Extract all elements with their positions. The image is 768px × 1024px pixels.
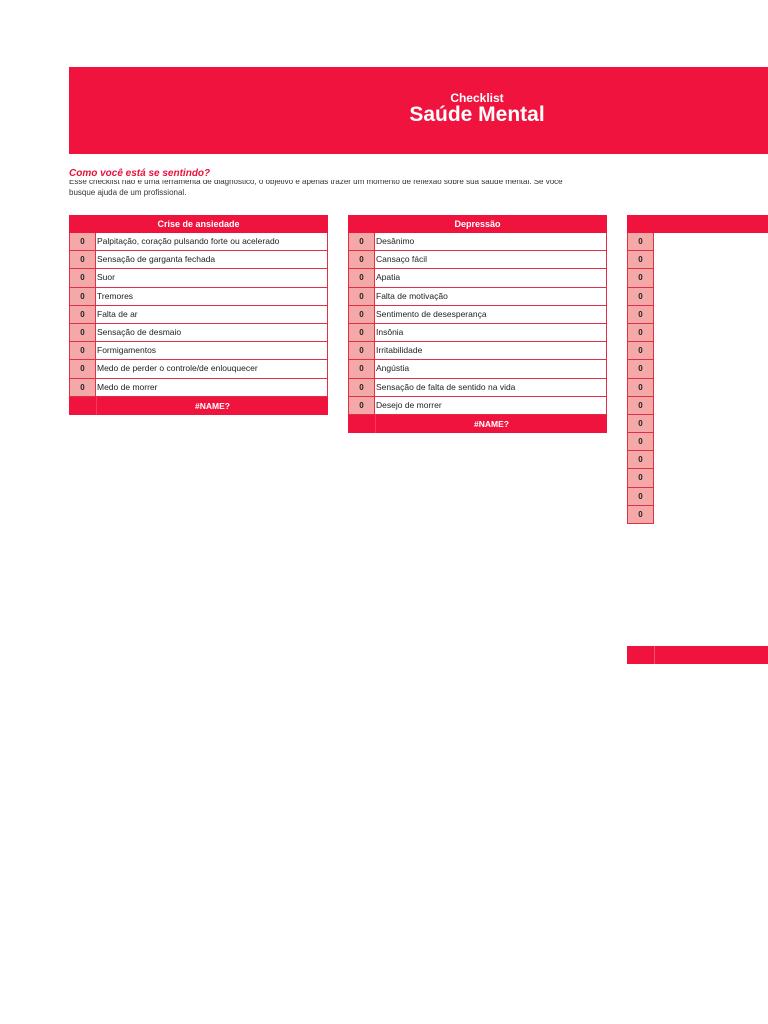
symptom-label [654, 397, 768, 415]
symptom-label [654, 251, 768, 269]
table-result: #NAME? [195, 400, 230, 411]
symptom-label: Sentimento de desesperança [375, 306, 607, 324]
score-cell[interactable]: 0 [627, 251, 654, 269]
intro-description-line1: Esse checklist não é uma ferramenta de diagnóstico, o objetivo é apenas trazer um momento de reflexão sobre sua saúde mental. Se você [69, 180, 563, 186]
score-cell[interactable]: 0 [627, 415, 654, 433]
table-crise-de-ansiedade [69, 215, 328, 415]
checklist-row [348, 379, 607, 397]
score-cell[interactable]: 0 [627, 488, 654, 506]
table-result: #NAME? [474, 418, 509, 429]
score-cell[interactable]: 0 [348, 269, 375, 287]
checklist-row [627, 269, 768, 287]
symptom-label [654, 306, 768, 324]
symptom-label [654, 269, 768, 287]
table-header [627, 215, 768, 233]
score-cell[interactable]: 0 [69, 379, 96, 397]
symptom-label [654, 415, 768, 433]
checklist-row [627, 415, 768, 433]
checklist-row [627, 488, 768, 506]
score-cell[interactable]: 0 [348, 251, 375, 269]
score-cell[interactable]: 0 [627, 288, 654, 306]
score-cell[interactable]: 0 [69, 288, 96, 306]
symptom-label: Cansaço fácil [375, 251, 607, 269]
checklist-row [348, 397, 607, 415]
score-cell[interactable]: 0 [69, 324, 96, 342]
symptom-label [654, 288, 768, 306]
symptom-label [654, 469, 768, 487]
symptom-label: Sensação de garganta fechada [96, 251, 328, 269]
header-banner [69, 67, 768, 154]
symptom-label: Sensação de desmaio [96, 324, 328, 342]
symptom-label: Angústia [375, 360, 607, 378]
checklist-row [348, 251, 607, 269]
checklist-row [627, 506, 768, 524]
score-cell[interactable]: 0 [627, 342, 654, 360]
checklist-row [69, 251, 328, 269]
symptom-label [654, 433, 768, 451]
score-cell[interactable]: 0 [69, 269, 96, 287]
symptom-label [654, 488, 768, 506]
checklist-row [69, 360, 328, 378]
checklist-row [627, 306, 768, 324]
intro-description-line2: busque ajuda de um profissional. [69, 188, 187, 197]
score-cell[interactable]: 0 [69, 251, 96, 269]
score-cell[interactable]: 0 [627, 306, 654, 324]
score-cell[interactable]: 0 [627, 233, 654, 251]
checklist-row [627, 324, 768, 342]
table-depressao [348, 215, 607, 433]
score-cell[interactable]: 0 [627, 397, 654, 415]
intro-question: Como você está se sentindo? [69, 168, 211, 179]
page-title: Saúde Mental [409, 103, 545, 126]
score-cell[interactable]: 0 [69, 360, 96, 378]
checklist-row [627, 379, 768, 397]
checklist-row [627, 469, 768, 487]
symptom-label: Suor [96, 269, 328, 287]
score-cell[interactable]: 0 [627, 324, 654, 342]
checklist-row [627, 451, 768, 469]
checklist-row [348, 233, 607, 251]
score-cell[interactable]: 0 [627, 469, 654, 487]
symptom-label [654, 233, 768, 251]
table-result-row [69, 397, 328, 415]
symptom-label [654, 324, 768, 342]
symptom-label: Irritabilidade [375, 342, 607, 360]
table-third-partial [627, 215, 768, 524]
symptom-label: Medo de perder o controle/de enlouquecer [96, 360, 328, 378]
symptom-label: Tremores [96, 288, 328, 306]
symptom-label [654, 506, 768, 524]
checklist-row [69, 306, 328, 324]
symptom-label: Formigamentos [96, 342, 328, 360]
symptom-label: Falta de ar [96, 306, 328, 324]
checklist-row [348, 306, 607, 324]
table-result-row [348, 415, 607, 433]
score-cell[interactable]: 0 [627, 269, 654, 287]
checklist-row [69, 342, 328, 360]
score-cell[interactable]: 0 [348, 324, 375, 342]
score-cell[interactable]: 0 [627, 451, 654, 469]
checklist-row [627, 397, 768, 415]
checklist-row [627, 342, 768, 360]
symptom-label: Falta de motivação [375, 288, 607, 306]
score-cell[interactable]: 0 [348, 379, 375, 397]
symptom-label: Palpitação, coração pulsando forte ou acelerado [96, 233, 328, 251]
symptom-label: Medo de morrer [96, 379, 328, 397]
checklist-row [348, 324, 607, 342]
score-cell[interactable]: 0 [348, 288, 375, 306]
checklist-row [627, 251, 768, 269]
score-cell[interactable]: 0 [627, 360, 654, 378]
header-subtitle: Checklist [450, 91, 504, 105]
symptom-label [654, 342, 768, 360]
checklist-row [348, 360, 607, 378]
symptom-label [654, 379, 768, 397]
score-cell[interactable]: 0 [348, 342, 375, 360]
checklist-row [627, 288, 768, 306]
table-header: Crise de ansiedade [69, 215, 328, 233]
score-cell[interactable]: 0 [348, 360, 375, 378]
checklist-row [627, 233, 768, 251]
symptom-label: Apatia [375, 269, 607, 287]
checklist-row [627, 360, 768, 378]
score-cell[interactable]: 0 [348, 397, 375, 415]
checklist-row [627, 433, 768, 451]
score-cell[interactable]: 0 [69, 233, 96, 251]
checklist-row [348, 269, 607, 287]
checklist-row [69, 324, 328, 342]
symptom-label: Desejo de morrer [375, 397, 607, 415]
score-cell[interactable]: 0 [348, 233, 375, 251]
score-cell[interactable]: 0 [627, 433, 654, 451]
intro-description [69, 180, 655, 202]
checklist-row [69, 379, 328, 397]
table-header: Depressão [348, 215, 607, 233]
checklist-row [69, 269, 328, 287]
symptom-label [654, 451, 768, 469]
symptom-label: Desânimo [375, 233, 607, 251]
checklist-row [348, 342, 607, 360]
score-cell[interactable]: 0 [348, 306, 375, 324]
score-cell[interactable]: 0 [69, 342, 96, 360]
checklist-row [348, 288, 607, 306]
score-cell[interactable]: 0 [627, 506, 654, 524]
checklist-row [69, 288, 328, 306]
symptom-label: Insônia [375, 324, 607, 342]
score-cell[interactable]: 0 [627, 379, 654, 397]
checklist-row [69, 233, 328, 251]
symptom-label: Sensação de falta de sentido na vida [375, 379, 607, 397]
score-cell[interactable]: 0 [69, 306, 96, 324]
symptom-label [654, 360, 768, 378]
table-result-row [627, 646, 768, 664]
